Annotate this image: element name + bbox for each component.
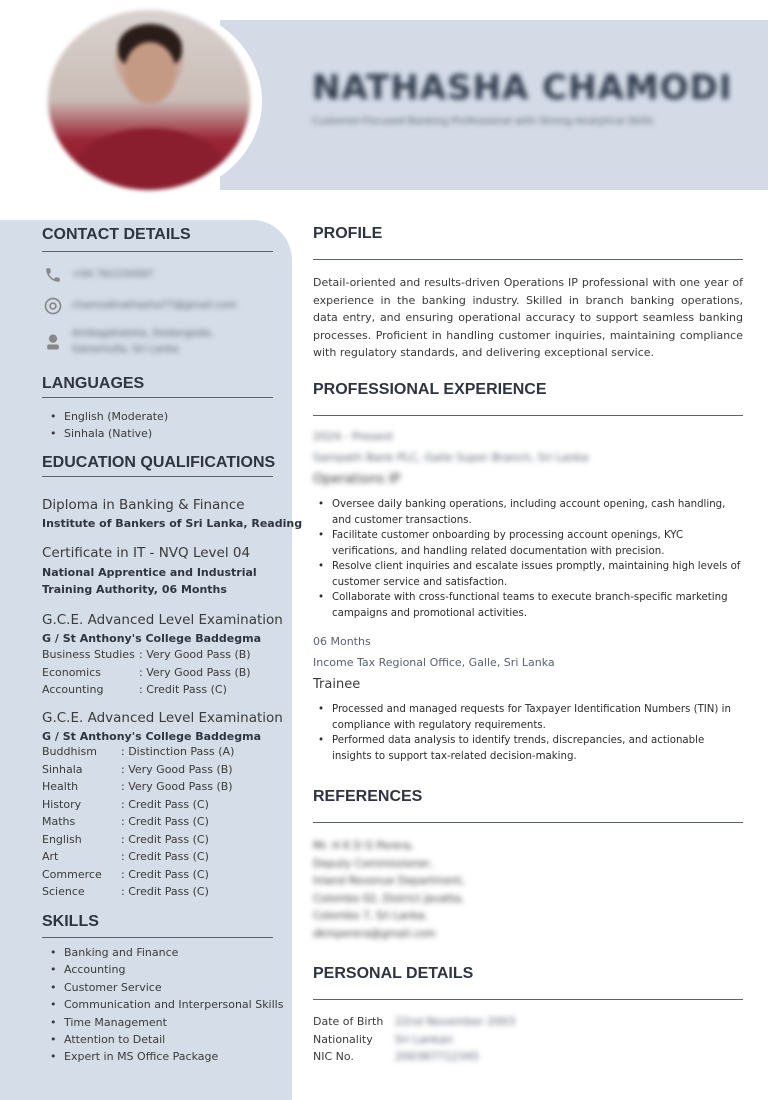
divider <box>313 259 743 260</box>
profile-title: PROFILE <box>313 225 383 242</box>
profile-summary: Detail-oriented and results-driven Operations IP professional with one year of experience in the banking industry. Skilled in branch banking operations, data entry, and ensuring operational accuracy to support seamless banking processes. Proficient in handling customer inquiries, maintaining compliance with regulatory standards, and delivering exceptional service. <box>313 276 743 359</box>
education-entry-title: Certificate in IT - NVQ Level 04 <box>42 545 251 561</box>
table-row: English : Credit Pass (C) <box>42 832 209 846</box>
candidate-tagline: Customer-Focused Banking Professional with Strong Analytical Skills <box>312 116 654 127</box>
candidate-name: NATHASHA CHAMODI <box>312 68 733 108</box>
list-item: • Resolve client inquiries and escalate issues promptly, maintaining high levels of customer service and satisfaction. <box>318 559 746 590</box>
job-period: 2024 - Present <box>313 430 394 443</box>
table-row: Maths : Credit Pass (C) <box>42 815 209 828</box>
contact-email <box>42 295 237 317</box>
list-item: • Accounting <box>50 961 283 978</box>
job-duties-list <box>318 702 746 764</box>
skills-title: SKILLS <box>42 913 99 930</box>
personal-row-dob: Date of Birth 22nd November 2003 <box>313 1015 516 1028</box>
job-duties-list <box>318 497 746 621</box>
ol-exam-school: G / St Anthony's College Baddegma <box>42 730 262 743</box>
personal-details-title: PERSONAL DETAILS <box>313 965 474 982</box>
personal-row-nic: NIC No. 200387712345 <box>313 1050 479 1063</box>
divider <box>313 999 743 1000</box>
job-company: Income Tax Regional Office, Galle, Sri Lanka <box>313 656 555 669</box>
table-row: Science : Credit Pass (C) <box>42 885 209 898</box>
languages-list <box>50 408 168 443</box>
table-row: History : Credit Pass (C) <box>42 797 209 811</box>
skills-list <box>50 944 283 1066</box>
ol-grades-table <box>42 745 234 903</box>
list-item: • English (Moderate) <box>50 408 168 425</box>
personal-row-nationality: Nationality Sri Lankan <box>313 1033 453 1046</box>
list-item: • Sinhala (Native) <box>50 425 168 442</box>
email-address: chamodinathasha77@gmail.com <box>72 300 237 311</box>
education-entry-institution: Institute of Bankers of Sri Lanka, Reading <box>42 517 303 530</box>
divider <box>42 251 273 252</box>
table-row: Health : Very Good Pass (B) <box>42 780 233 793</box>
table-row: Art : Credit Pass (C) <box>42 850 209 863</box>
address-line-2: Ganemulla, Sri Lanka <box>72 344 179 355</box>
divider <box>313 822 743 823</box>
list-item: • Communication and Interpersonal Skills <box>50 996 283 1013</box>
education-title: EDUCATION QUALIFICATIONS <box>42 454 276 471</box>
contact-details-title: CONTACT DETAILS <box>42 226 191 243</box>
education-entry-title: Diploma in Banking & Finance <box>42 497 245 513</box>
experience-title: PROFESSIONAL EXPERIENCE <box>313 381 547 398</box>
list-item: • Oversee daily banking operations, including account opening, cash handling, and customer transactions. <box>318 497 746 528</box>
references-title: REFERENCES <box>313 788 423 805</box>
job-period: 06 Months <box>313 635 371 648</box>
list-item: • Attention to Detail <box>50 1031 283 1048</box>
list-item: • Processed and managed requests for Taxpayer Identification Numbers (TIN) in compliance with regulatory requirements. <box>318 702 746 733</box>
at-sign-icon <box>42 295 64 317</box>
phone-icon <box>42 264 64 286</box>
list-item: • Facilitate customer onboarding by processing account openings, KYC verifications, and handling related documentation with precision. <box>318 528 746 559</box>
ol-exam-title: G.C.E. Advanced Level Examination <box>42 710 283 726</box>
location-icon <box>42 331 64 353</box>
education-entry-institution: National Apprentice and Industrial Training Authority, 06 Months <box>42 566 257 596</box>
contact-address <box>42 326 213 358</box>
job-role: Trainee <box>313 677 361 692</box>
divider <box>313 415 743 416</box>
job-company: Sampath Bank PLC, Galle Super Branch, Sri Lanka <box>313 451 589 464</box>
address-line-1: Ambagahatota, Dodangoda, <box>72 328 214 339</box>
list-item: • Banking and Finance <box>50 944 283 961</box>
divider <box>42 476 273 477</box>
table-row: Buddhism : Distinction Pass (A) <box>42 745 235 758</box>
table-row: Economics : Very Good Pass (B) <box>42 665 251 679</box>
al-exam-school: G / St Anthony's College Baddegma <box>42 632 262 645</box>
list-item: • Time Management <box>50 1014 283 1031</box>
list-item: • Customer Service <box>50 979 283 996</box>
divider <box>42 397 273 398</box>
table-row: Sinhala : Very Good Pass (B) <box>42 762 233 776</box>
al-grades-table <box>42 648 251 701</box>
contact-phone <box>42 264 154 286</box>
table-row: Business Studies : Very Good Pass (B) <box>42 648 251 661</box>
reference-contact: Mr. H K D G Perera, Deputy Commissioner, Inland Revenue Department, Colombo 02, District Javatta, Colombo 7, Sri Lanka. dkmperera@gmail.com <box>313 840 465 940</box>
al-exam-title: G.C.E. Advanced Level Examination <box>42 612 283 628</box>
profile-photo <box>48 10 250 190</box>
list-item: • Performed data analysis to identify trends, discrepancies, and actionable insights to support tax-related decision-making. <box>318 733 746 764</box>
divider <box>42 937 273 938</box>
languages-title: LANGUAGES <box>42 375 145 392</box>
list-item: • Collaborate with cross-functional teams to execute branch-specific marketing campaigns and promotional activities. <box>318 590 746 621</box>
list-item: • Expert in MS Office Package <box>50 1048 283 1065</box>
job-role: Operations IP <box>313 472 401 487</box>
table-row: Accounting : Credit Pass (C) <box>42 683 227 696</box>
phone-number: +94 761234567 <box>72 269 154 280</box>
table-row: Commerce : Credit Pass (C) <box>42 867 209 881</box>
